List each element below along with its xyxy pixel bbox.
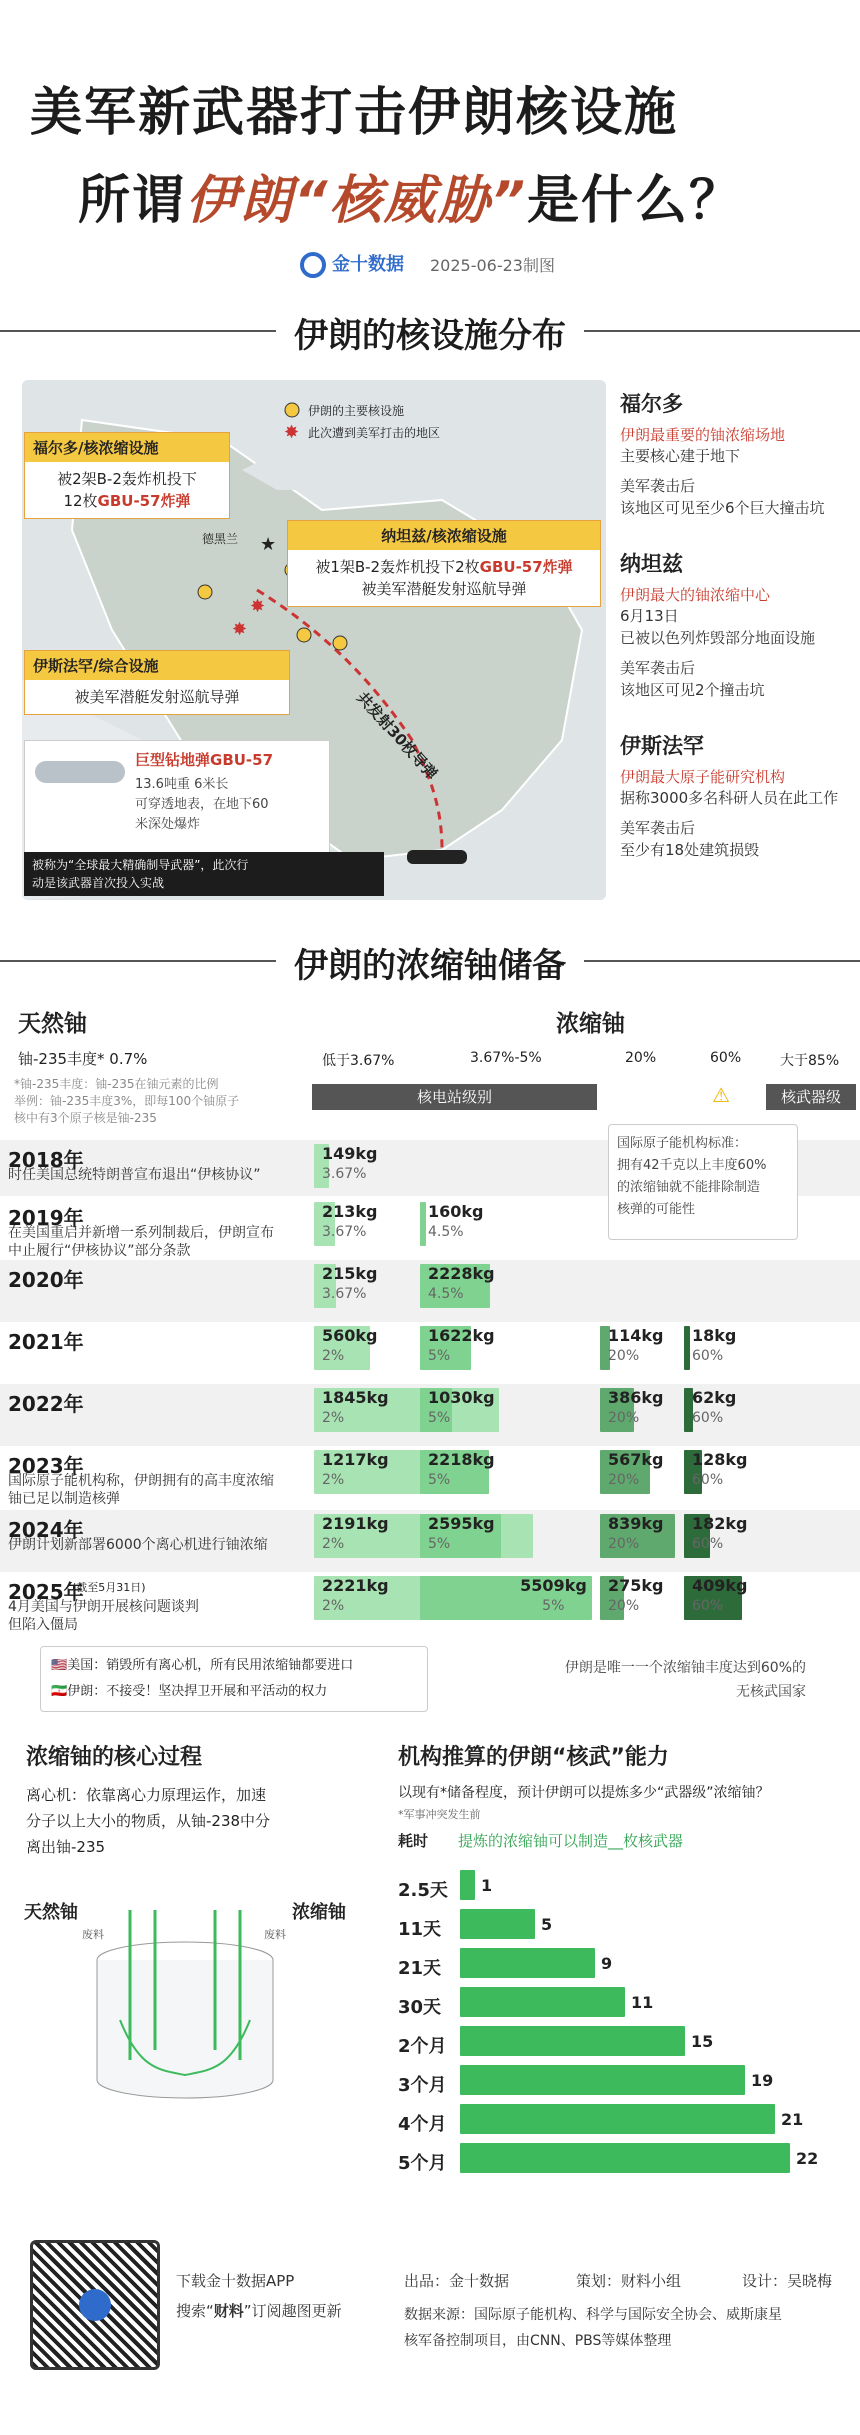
uranium-amount: 1622kg [428, 1326, 495, 1345]
capability-note: *军事冲突发生前 [398, 1808, 481, 1821]
chart-bar [460, 1948, 595, 1978]
uranium-abundance: 5% [542, 1598, 565, 1614]
missile-label: 共发射30枚导弹 [353, 688, 441, 784]
chart-bar [460, 1987, 625, 2017]
uranium-amount: 275kg [608, 1576, 664, 1595]
callout-natanz [287, 520, 601, 607]
uranium-bar [684, 1326, 690, 1370]
subscribe-b: 财料 [213, 2302, 244, 2320]
uranium-amount: 18kg [692, 1326, 737, 1345]
chart-bar [460, 1870, 475, 1900]
uranium-abundance: 60% [692, 1348, 724, 1364]
title-part-c: 是什么？ [527, 171, 744, 231]
iran-position [51, 1679, 417, 1705]
bomb-note [24, 852, 384, 896]
uranium-amount: 182kg [692, 1514, 748, 1533]
credit-value: 财料小组 [621, 2272, 682, 2290]
grade-weapon-band: 核武器级 [766, 1084, 856, 1110]
uranium-amount: 5509kg [520, 1576, 587, 1595]
app-subscribe [176, 2300, 342, 2321]
bomb-card [24, 740, 330, 860]
iran-position-text: 伊朗：不接受！坚决捍卫开展和平活动的权力 [67, 1684, 328, 1699]
row-year-note: (截至5月31日) [72, 1581, 146, 1594]
callout-natanz-header: 纳坦兹/核浓缩设施 [288, 521, 600, 550]
row-desc: 时任美国总统特朗普宣布退出“伊核协议” [8, 1167, 261, 1183]
credit-plan [576, 2270, 681, 2291]
chart-value-label: 19 [751, 2071, 774, 2090]
site-info-isfahan [620, 730, 850, 861]
site-line: 美军袭击后 [620, 659, 696, 677]
site-line: 据称3000多名科研人员在此工作 [620, 789, 839, 807]
us-flag-icon: 🇺🇸 [51, 1658, 68, 1673]
nuclear-site-icon [333, 636, 347, 650]
centrifuge-diagram [60, 1900, 310, 2120]
row-desc: 伊朗计划新部署6000个离心机进行铀浓缩 [8, 1537, 268, 1553]
uranium-abundance: 60% [692, 1536, 724, 1552]
uranium-amount: 213kg [322, 1202, 378, 1221]
site-info-natanz [620, 548, 850, 701]
subscribe-a: 搜索“ [176, 2302, 214, 2320]
site-line: 美军袭击后 [620, 477, 696, 495]
publish-date: 2025-06-23制图 [430, 256, 555, 275]
uranium-abundance: 60% [692, 1410, 724, 1426]
callout-fordow-line2b: GBU-57炸弹 [97, 492, 191, 510]
uranium-abundance: 3.67% [322, 1286, 367, 1302]
uranium-abundance: 4.5% [428, 1286, 464, 1302]
site-line: 该地区可见2个撞击坑 [620, 681, 765, 699]
iran-flag-icon: 🇮🇷 [51, 1684, 68, 1699]
title-part-a: 所谓 [78, 171, 187, 231]
chart-value-label: 21 [781, 2110, 804, 2129]
callout-fordow-line1: 被2架B-2轰炸机投下 [57, 470, 197, 488]
uranium-bar [420, 1202, 426, 1246]
uranium-abundance: 20% [608, 1348, 640, 1364]
uranium-abundance: 2% [322, 1472, 345, 1488]
callout-fordow-header: 福尔多/核浓缩设施 [25, 433, 229, 462]
submarine-icon [407, 850, 467, 864]
row-year: 2022年 [8, 1392, 84, 1416]
uranium-abundance: 2% [322, 1410, 345, 1426]
chart-category-label: 2个月 [398, 2036, 447, 2057]
col-label: 20% [625, 1050, 657, 1066]
process-title: 浓缩铀的核心过程 [26, 1745, 203, 1770]
brand-logo [300, 250, 404, 278]
callout-natanz-line2: 被美军潜艇发射巡航导弹 [361, 580, 527, 598]
centrifuge-natural-label: 天然铀 [24, 1902, 78, 1923]
col-bombs: 提炼的浓缩铀可以制造__枚核武器 [458, 1832, 684, 1850]
uranium-amount: 2191kg [322, 1514, 389, 1533]
row-year: 2020年 [8, 1268, 84, 1292]
chart-bar [460, 2104, 775, 2134]
grade-power-band: 核电站级别 [312, 1084, 597, 1110]
uranium-abundance: 60% [692, 1472, 724, 1488]
subscribe-c: ”订阅趣图更新 [243, 2302, 342, 2320]
page-title-line1: 美军新武器打击伊朗核设施 [30, 83, 679, 143]
process-line: 离出铀-235 [26, 1838, 106, 1856]
chart-category-label: 11天 [398, 1919, 442, 1940]
callout-natanz-line1a: 被1架B-2轰炸机投下2枚 [315, 558, 480, 576]
data-source-line: 国际原子能机构、科学与国际安全协会、威斯康星 [474, 2307, 782, 2323]
site-name: 伊斯法罕 [620, 734, 704, 758]
uranium-abundance: 5% [428, 1472, 451, 1488]
uranium-amount: 2221kg [322, 1576, 389, 1595]
legend-sites: 伊朗的主要核设施 [308, 404, 405, 418]
row-year: 2018年 [8, 1148, 84, 1172]
row-desc: 但陷入僵局 [8, 1617, 78, 1633]
row-year: 2023年 [8, 1454, 84, 1478]
chart-value-label: 22 [796, 2149, 819, 2168]
only-state-line: 伊朗是唯一一个浓缩铀丰度达到60%的 [564, 1660, 806, 1676]
row-desc: 国际原子能机构称，伊朗拥有的高丰度浓缩 [8, 1473, 274, 1489]
positions-box [40, 1646, 428, 1712]
us-position-text: 美国：销毁所有离心机，所有民用浓缩铀都要进口 [67, 1658, 354, 1673]
uranium-abundance: 5% [428, 1536, 451, 1552]
process-line: 离心机：依靠离心力原理运作，加速 [26, 1786, 267, 1804]
only-state-note [516, 1656, 806, 1704]
capability-title: 机构推算的伊朗“核武”能力 [398, 1745, 669, 1770]
uranium-abundance: 20% [608, 1536, 640, 1552]
natural-uranium-heading: 天然铀 [18, 1011, 87, 1037]
legend-site-icon [285, 403, 299, 417]
site-tag: 伊朗最重要的铀浓缩场地 [620, 426, 786, 444]
uranium-amount: 409kg [692, 1576, 748, 1595]
callout-fordow-line2a: 12枚 [63, 492, 98, 510]
chart-value-label: 11 [631, 1993, 654, 2012]
iran-map [22, 380, 606, 900]
credit-label: 出品： [404, 2272, 450, 2290]
row-desc: 铀已足以制造核弹 [8, 1491, 120, 1507]
chart-value-label: 1 [481, 1876, 493, 1895]
warning-icon: ⚠ [712, 1083, 730, 1107]
uranium-amount: 114kg [608, 1326, 664, 1345]
chart-category-label: 4个月 [398, 2114, 447, 2135]
site-line: 至少有18处建筑损毁 [620, 841, 760, 859]
callout-isfahan [24, 650, 290, 715]
uranium-abundance: 3.67% [322, 1166, 367, 1182]
uranium-abundance: 4.5% [428, 1224, 464, 1240]
credit-design [742, 2270, 832, 2291]
chart-category-label: 5个月 [398, 2153, 447, 2174]
u235-note [14, 1076, 239, 1127]
u235-note-line: 举例：铀-235丰度3%，即每100个铀原子 [14, 1094, 240, 1108]
city-tehran: 德黑兰 [202, 532, 239, 546]
row-year: 2019年 [8, 1206, 84, 1230]
u235-abundance: 铀-235丰度* 0.7% [18, 1050, 148, 1068]
brand-icon [300, 252, 326, 278]
uranium-amount: 560kg [322, 1326, 378, 1345]
chart-category-label: 21天 [398, 1958, 442, 1979]
attack-mark-icon: ✸ [250, 596, 266, 617]
col-label: 3.67%-5% [470, 1050, 542, 1066]
iaea-line: 国际原子能机构标准： [617, 1136, 748, 1151]
chart-value-label: 15 [691, 2032, 714, 2051]
uranium-abundance: 60% [692, 1598, 724, 1614]
page-title-line2 [78, 158, 743, 233]
site-line: 该地区可见至少6个巨大撞击坑 [620, 499, 825, 517]
site-line: 已被以色列炸毁部分地面设施 [620, 629, 816, 647]
uranium-amount: 567kg [608, 1450, 664, 1469]
bomb-spec2: 可穿透地表，在地下60 [135, 797, 269, 812]
qr-logo-icon [79, 2289, 111, 2321]
uranium-amount: 1030kg [428, 1388, 495, 1407]
chart-bar [460, 2026, 685, 2056]
data-source-line2: 核军备控制项目，由CNN、PBS等媒体整理 [404, 2333, 672, 2349]
bomb-image [35, 761, 125, 783]
section-title-uranium: 伊朗的浓缩铀储备 [276, 938, 584, 987]
process-line: 分子以上大小的物质，从铀-238中分 [26, 1812, 271, 1830]
chart-bar [460, 1909, 535, 1939]
data-source [404, 2304, 782, 2324]
nuclear-site-icon [297, 628, 311, 642]
credit-value: 吴晓梅 [787, 2272, 833, 2290]
qr-code[interactable] [30, 2240, 160, 2370]
row-year: 2024年 [8, 1518, 84, 1542]
section-title-facilities: 伊朗的核设施分布 [276, 308, 584, 357]
title-part-b: 伊朗“核威胁” [186, 171, 527, 231]
uranium-amount: 1217kg [322, 1450, 389, 1469]
capability-question: 以现有*储备程度，预计伊朗可以提炼多少“武器级”浓缩铀？ [398, 1785, 770, 1801]
col-label: 60% [710, 1050, 742, 1066]
brand-name: 金十数据 [332, 254, 404, 275]
callout-isfahan-line: 被美军潜艇发射巡航导弹 [74, 688, 240, 706]
credit-source [404, 2270, 509, 2291]
row-year: 2021年 [8, 1330, 84, 1354]
site-line: 美军袭击后 [620, 819, 696, 837]
legend-attacked: 此次遭到美军打击的地区 [308, 426, 441, 440]
uranium-amount: 128kg [692, 1450, 748, 1469]
uranium-abundance: 20% [608, 1472, 640, 1488]
row-year: 2025年 [8, 1580, 84, 1604]
uranium-abundance: 2% [322, 1348, 345, 1364]
centrifuge-enriched-label: 浓缩铀 [292, 1902, 346, 1923]
site-line: 6月13日 [620, 607, 679, 625]
uranium-abundance: 2% [322, 1598, 345, 1614]
app-download: 下载金十数据APP [176, 2272, 295, 2290]
legend-attack-icon: ✸ [284, 422, 300, 443]
uranium-abundance: 2% [322, 1536, 345, 1552]
col-label: 低于3.67% [322, 1053, 395, 1069]
site-name: 纳坦兹 [620, 552, 683, 576]
iaea-line: 核弹的可能性 [617, 1202, 696, 1217]
bomb-note-line2: 动是该武器首次投入实战 [32, 876, 165, 890]
chart-category-label: 30天 [398, 1997, 442, 2018]
row-desc: 4月美国与伊朗开展核问题谈判 [8, 1599, 199, 1615]
site-info-fordow [620, 388, 850, 519]
bomb-spec3: 米深处爆炸 [135, 817, 201, 832]
uranium-amount: 149kg [322, 1144, 378, 1163]
credit-label: 设计： [742, 2272, 788, 2290]
uranium-abundance: 20% [608, 1598, 640, 1614]
chart-category-label: 2.5天 [398, 1880, 448, 1901]
uranium-amount: 160kg [428, 1202, 484, 1221]
credit-label: 数据来源： [404, 2307, 474, 2323]
callout-isfahan-header: 伊斯法罕/综合设施 [25, 651, 289, 680]
site-tag: 伊朗最大原子能研究机构 [620, 768, 786, 786]
nuclear-site-icon [198, 585, 212, 599]
col-label: 大于85% [780, 1053, 840, 1069]
uranium-amount: 386kg [608, 1388, 664, 1407]
chart-value-label: 9 [601, 1954, 613, 1973]
site-line: 主要核心建于地下 [620, 447, 741, 465]
uranium-amount: 1845kg [322, 1388, 389, 1407]
waste-label: 废料 [82, 1928, 104, 1941]
site-tag: 伊朗最大的铀浓缩中心 [620, 586, 771, 604]
uranium-abundance: 3.67% [322, 1224, 367, 1240]
bomb-spec1: 13.6吨重 6米长 [135, 777, 229, 792]
uranium-abundance: 20% [608, 1410, 640, 1426]
site-name: 福尔多 [620, 392, 683, 416]
uranium-amount: 215kg [322, 1264, 378, 1283]
bomb-title: 巨型钻地弹GBU-57 [135, 751, 274, 769]
iaea-line: 拥有42千克以上丰度60% [617, 1158, 767, 1173]
uranium-amount: 839kg [608, 1514, 664, 1533]
uranium-amount: 2228kg [428, 1264, 495, 1283]
credit-value: 金十数据 [449, 2272, 510, 2290]
callout-fordow [24, 432, 230, 519]
process-desc [26, 1782, 270, 1860]
callout-natanz-line1b: GBU-57炸弹 [479, 558, 573, 576]
chart-category-label: 3个月 [398, 2075, 447, 2096]
capital-star-icon: ★ [260, 534, 277, 555]
col-time: 耗时 [398, 1832, 429, 1850]
bomb-note-line1: 被称为“全球最大精确制导武器”，此次行 [32, 858, 249, 872]
enriched-uranium-heading: 浓缩铀 [556, 1011, 625, 1037]
chart-bar [460, 2143, 790, 2173]
attack-mark-icon: ✸ [232, 619, 248, 640]
u235-note-line: 核中有3个原子核是铀-235 [14, 1111, 157, 1125]
uranium-abundance: 5% [428, 1348, 451, 1364]
row-desc: 中止履行“伊核协议”部分条款 [8, 1243, 191, 1259]
only-state-line: 无核武国家 [736, 1684, 806, 1700]
waste-label: 废料 [264, 1928, 286, 1941]
uranium-amount: 2595kg [428, 1514, 495, 1533]
credit-label: 策划： [576, 2272, 622, 2290]
uranium-amount: 62kg [692, 1388, 737, 1407]
row-desc: 在美国重启并新增一系列制裁后，伊朗宣布 [8, 1225, 274, 1241]
chart-value-label: 5 [541, 1915, 553, 1934]
iaea-standard-box [608, 1124, 798, 1240]
iaea-line: 的浓缩铀就不能排除制造 [617, 1180, 761, 1195]
chart-bar [460, 2065, 745, 2095]
uranium-abundance: 5% [428, 1410, 451, 1426]
us-position [51, 1653, 417, 1679]
u235-note-line: *铀-235丰度：铀-235在铀元素的比例 [14, 1077, 219, 1091]
uranium-amount: 2218kg [428, 1450, 495, 1469]
